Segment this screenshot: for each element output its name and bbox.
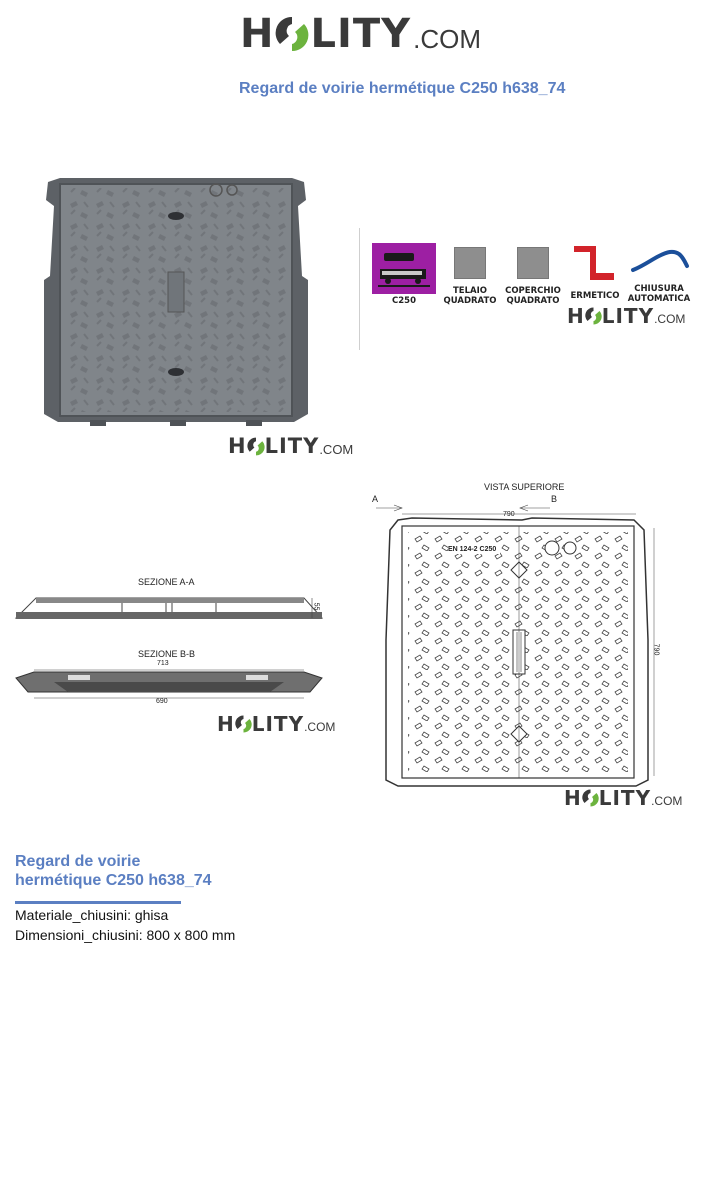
logo-letters: LITY (264, 434, 320, 458)
logo-letters: LITY (251, 712, 305, 736)
hermetic-seal-icon (568, 243, 622, 283)
section-aa-drawing (14, 592, 326, 626)
brand-logo-small (228, 436, 353, 457)
logo-com: .COM (413, 24, 481, 54)
logo-letter-h: H (228, 434, 247, 458)
logo-o-mark-icon (585, 306, 602, 326)
spec-key: Dimensioni_chiusini (15, 927, 139, 943)
brand-logo-small (567, 306, 685, 326)
spec-key: Materiale_chiusini (15, 907, 128, 923)
product-title (15, 852, 212, 890)
page-title: Regard de voirie hermétique C250 h638_74 (239, 80, 566, 97)
spec-value: 800 x 800 mm (146, 927, 236, 943)
logo-com: .COM (654, 312, 686, 326)
logo-letter-h: H (567, 304, 585, 328)
lid-marking: EN 124-2 C250 (448, 546, 497, 553)
logo-letter-h: H (240, 11, 275, 57)
product-title-line2: hermétique C250 h638_74 (15, 872, 212, 889)
dim-790-side: 790 (652, 643, 660, 656)
logo-letters: LITY (601, 304, 655, 328)
logo-o-mark-icon (275, 14, 309, 54)
top-view-drawing (372, 500, 662, 790)
brand-logo-small (217, 714, 335, 734)
badge-coperchio-quadrato (504, 247, 562, 306)
badges-divider (359, 228, 360, 350)
logo-letter-h: H (564, 786, 582, 810)
logo-letters: LITY (310, 11, 412, 57)
logo-com: .COM (304, 720, 336, 734)
badge-telaio-quadrato (442, 247, 498, 306)
section-marker-b: B (551, 494, 558, 504)
badge-c250 (372, 243, 436, 306)
badge-chiusura-automatica (627, 246, 691, 304)
spec-list (15, 905, 235, 945)
dim-790-top: 790 (503, 511, 515, 518)
square-cover-icon (517, 247, 549, 279)
logo-letter-h: H (217, 712, 235, 736)
product-title-line1: Regard de voirie (15, 853, 141, 870)
section-bb-drawing (14, 668, 326, 704)
dim-713: 713 (157, 660, 169, 667)
dim-55: 55 (312, 602, 320, 611)
badge-label: TELAIO QUADRATO (443, 286, 497, 306)
spec-row-material: Materiale_chiusini: ghisa (15, 907, 169, 923)
badge-label: ERMETICO (570, 291, 620, 301)
auto-lock-icon (627, 246, 691, 276)
section-bb-label: SEZIONE B-B (138, 649, 196, 659)
section-aa-label: SEZIONE A-A (138, 577, 195, 587)
c250-truck-icon (372, 243, 436, 294)
brand-logo-small (564, 788, 682, 808)
logo-com: .COM (319, 442, 354, 457)
badge-label: C250 (392, 296, 416, 306)
logo-letters: LITY (598, 786, 652, 810)
square-frame-icon (454, 247, 486, 279)
spec-row-dimensions: Dimensioni_chiusini: 800 x 800 mm (15, 927, 236, 943)
logo-o-mark-icon (582, 788, 599, 808)
dim-690: 690 (156, 698, 168, 705)
badge-ermetico (568, 243, 622, 301)
logo-o-mark-icon (247, 436, 265, 457)
product-photo (40, 176, 312, 430)
logo-com: .COM (651, 794, 683, 808)
top-view-label: VISTA SUPERIORE (484, 482, 565, 492)
badge-label: CHIUSURA AUTOMATICA (627, 284, 691, 304)
badge-label: COPERCHIO QUADRATO (505, 286, 561, 306)
title-underline (15, 901, 181, 904)
brand-logo[interactable] (240, 11, 481, 57)
section-marker-a: A (372, 494, 379, 504)
logo-o-mark-icon (235, 714, 252, 734)
spec-value: ghisa (134, 907, 169, 923)
